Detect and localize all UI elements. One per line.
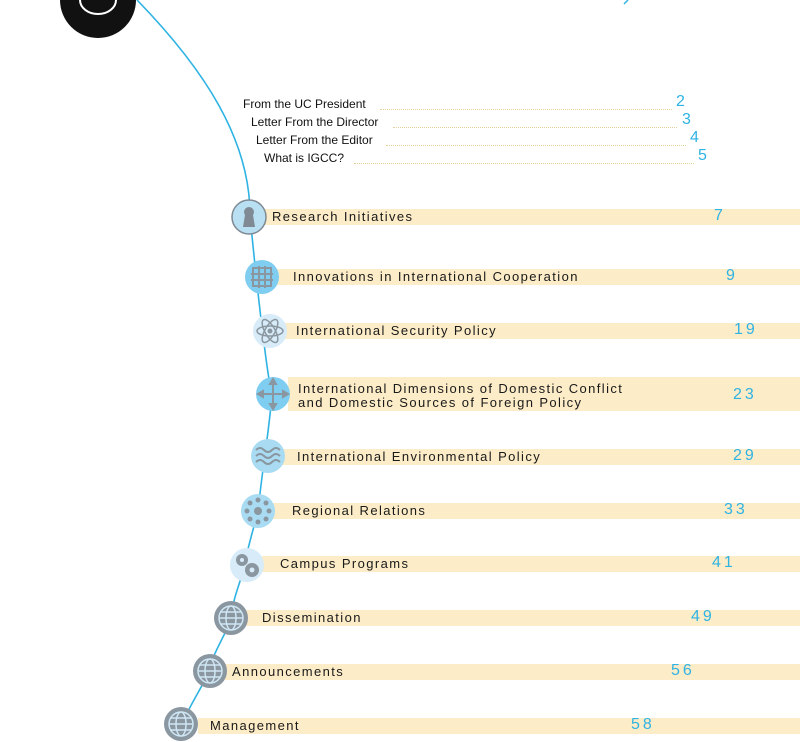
section-page-domestic-conflict: 23 <box>733 386 757 403</box>
atom-icon <box>252 313 288 349</box>
section-title-regional[interactable]: Regional Relations <box>292 503 427 518</box>
dot-leader <box>354 163 694 164</box>
section-title-security[interactable]: International Security Policy <box>296 323 498 338</box>
toc-entry-page: 4 <box>690 129 699 146</box>
section-page-research: 7 <box>714 207 726 224</box>
toc-entry-page: 3 <box>682 111 691 128</box>
toc-entry-editor-letter[interactable] <box>0 129 760 151</box>
section-title-environment[interactable]: International Environmental Policy <box>297 449 542 464</box>
section-title-domestic-conflict-line2[interactable]: and Domestic Sources of Foreign Policy <box>298 395 583 410</box>
section-page-announcements: 56 <box>671 662 695 679</box>
section-title-campus[interactable]: Campus Programs <box>280 556 410 571</box>
section-title-cooperation[interactable]: Innovations in International Cooperation <box>293 269 579 284</box>
keyhole-icon <box>231 199 267 235</box>
gears-icon <box>229 547 265 583</box>
globe-icon <box>163 706 199 742</box>
section-title-management[interactable]: Management <box>210 718 300 733</box>
section-page-campus: 41 <box>712 554 736 571</box>
section-page-environment: 29 <box>733 447 757 464</box>
globe-icon <box>192 653 228 689</box>
section-page-security: 19 <box>734 321 758 338</box>
section-title-announcements[interactable]: Announcements <box>232 664 345 679</box>
dot-leader <box>393 127 677 128</box>
section-title-dissemination[interactable]: Dissemination <box>262 610 362 625</box>
toc-entry-page: 2 <box>676 93 685 110</box>
dot-leader <box>380 109 672 110</box>
network-icon <box>240 493 276 529</box>
arrows-cross-icon <box>255 376 291 412</box>
toc-entry-what-is-igcc[interactable] <box>0 147 760 169</box>
toc-entry-label: What is IGCC? <box>264 151 345 165</box>
section-page-management: 58 <box>631 716 655 733</box>
dot-leader <box>386 145 686 146</box>
toc-entry-label: Letter From the Editor <box>256 133 373 147</box>
grid-knot-icon <box>244 259 280 295</box>
logo-icon <box>60 0 136 38</box>
toc-entry-page: 5 <box>698 147 707 164</box>
toc-entry-director-letter[interactable] <box>0 111 760 133</box>
waves-icon <box>250 438 286 474</box>
section-page-dissemination: 49 <box>691 608 715 625</box>
toc-entry-label: From the UC President <box>243 97 366 111</box>
toc-entry-uc-president[interactable] <box>0 93 760 115</box>
section-page-regional: 33 <box>724 501 748 518</box>
section-title-research[interactable]: Research Initiatives <box>272 209 414 224</box>
section-page-cooperation: 9 <box>726 267 738 284</box>
globe-icon <box>213 600 249 636</box>
toc-entry-label: Letter From the Director <box>251 115 379 129</box>
section-title-domestic-conflict-line1[interactable]: International Dimensions of Domestic Conflict <box>298 381 624 396</box>
